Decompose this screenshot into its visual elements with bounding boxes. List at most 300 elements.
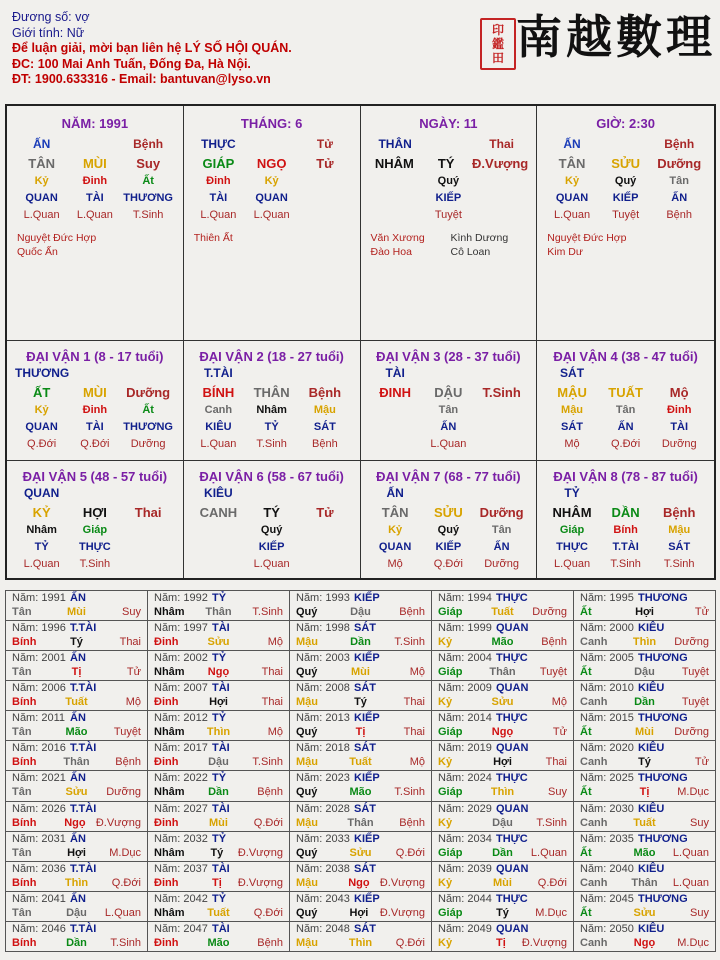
hidden-god: ẤN <box>440 420 457 433</box>
year-cell <box>432 921 574 951</box>
year-detail <box>580 665 709 679</box>
hidden-stem-row <box>7 172 183 189</box>
year-label: Năm: 2047 <box>154 922 208 935</box>
year-branch: Tị <box>495 936 506 949</box>
year-cell <box>290 591 432 621</box>
can-chi: Dưỡng <box>479 505 524 520</box>
dai-van-title: ĐẠI VẬN 6 (58 - 67 tuổi) <box>199 469 344 484</box>
year-cell <box>6 621 148 651</box>
year-stem: Canh <box>580 936 608 949</box>
hidden-god: QUAN <box>25 420 58 433</box>
top-god: ẤN <box>32 136 51 151</box>
year-branch: Thân <box>631 876 658 889</box>
year-branch: Dần <box>66 936 87 949</box>
hidden-god: KIẾP <box>435 191 462 204</box>
can-chi: CANH <box>199 505 238 520</box>
year-cell <box>148 711 290 741</box>
year-head <box>296 922 425 936</box>
year-detail <box>12 906 141 920</box>
year-detail <box>296 816 425 830</box>
year-stage: Tuyệt <box>681 696 709 709</box>
year-stem: Đinh <box>154 816 179 829</box>
year-label: Năm: 1993 <box>296 592 350 604</box>
year-head <box>438 681 567 695</box>
year-label: Năm: 2008 <box>296 682 350 695</box>
year-cell <box>290 831 432 861</box>
year-detail <box>154 846 283 860</box>
life-stage: Tuyệt <box>434 208 462 221</box>
hidden-stem: Mậu <box>561 403 584 416</box>
year-label: Năm: 2045 <box>580 892 634 905</box>
year-stage: Suy <box>690 906 709 919</box>
year-cell <box>432 891 574 921</box>
dai-van-cell <box>361 461 538 578</box>
year-branch: Dần <box>634 696 655 709</box>
year-head <box>580 922 709 936</box>
year-cell <box>290 681 432 711</box>
year-god: QUAN <box>496 922 529 935</box>
year-stem: Giáp <box>438 906 463 919</box>
year-branch: Ngọ <box>207 666 230 679</box>
annual-row <box>6 591 716 621</box>
year-god: TỶ <box>212 892 227 905</box>
year-god: ẤN <box>70 892 86 905</box>
annual-row <box>6 831 716 861</box>
hidden-stem: Đinh <box>206 174 231 187</box>
year-stage: T.Sinh <box>394 786 425 799</box>
life-stage: Q.Đới <box>611 437 641 450</box>
year-cell <box>432 681 574 711</box>
life-stage: T.Sinh <box>256 437 287 450</box>
year-head <box>580 892 709 906</box>
top-god-row <box>361 484 537 501</box>
year-label: Năm: 2002 <box>154 652 208 665</box>
top-god: THÂN <box>378 136 412 151</box>
year-god: SÁT <box>354 862 376 875</box>
year-label: Năm: 2049 <box>438 922 492 935</box>
year-stage: Bệnh <box>115 756 141 769</box>
year-stem: Bính <box>12 756 37 769</box>
year-head <box>12 591 141 605</box>
hidden-god-row <box>7 418 183 435</box>
year-stem: Mậu <box>296 936 318 949</box>
year-stage: Đ.Vượng <box>379 906 425 919</box>
hidden-stem: Quý <box>437 174 460 187</box>
year-head <box>580 771 709 785</box>
hidden-god-row <box>7 538 183 555</box>
year-stage: T.Sinh <box>252 756 283 769</box>
year-detail <box>12 785 141 799</box>
year-stage: Q.Đới <box>111 876 141 889</box>
year-head <box>296 802 425 816</box>
hidden-god: QUAN <box>255 191 288 204</box>
year-stem: Quý <box>296 726 318 739</box>
can-chi-row <box>184 504 360 521</box>
hidden-god: ẤN <box>617 420 634 433</box>
year-god: KIẾP <box>354 652 380 665</box>
hidden-god: THƯƠNG <box>123 420 173 433</box>
year-god: KIẾP <box>354 832 380 845</box>
hidden-stem: Tân <box>491 523 512 536</box>
year-label: Năm: 2046 <box>12 922 66 935</box>
year-stage: Thai <box>261 696 283 709</box>
year-head <box>12 741 141 755</box>
year-stem: Giáp <box>438 786 463 799</box>
year-stem: Giáp <box>438 726 463 739</box>
year-detail <box>154 635 283 649</box>
hidden-stem-row <box>361 172 537 189</box>
can-chi-row <box>361 384 537 401</box>
year-label: Năm: 2041 <box>12 892 66 905</box>
year-stem: Quý <box>296 606 318 618</box>
hidden-stem-row <box>537 172 714 189</box>
year-branch: Ngọ <box>633 936 656 949</box>
year-label: Năm: 2003 <box>296 652 350 665</box>
year-branch: Dậu <box>66 906 87 919</box>
can-chi: THÂN <box>253 385 290 400</box>
year-god: THỰC <box>496 592 528 604</box>
hidden-god-row <box>537 189 714 206</box>
year-stage: L.Quan <box>672 846 709 859</box>
top-god-row <box>361 364 537 381</box>
year-head <box>438 711 567 725</box>
year-stem: Kỷ <box>438 876 453 889</box>
annual-row <box>6 651 716 681</box>
hidden-god-row <box>361 418 537 435</box>
year-branch: Tý <box>210 846 224 859</box>
life-stage: Mộ <box>564 437 580 450</box>
year-detail <box>580 846 709 860</box>
life-stage: Dưỡng <box>484 557 519 570</box>
year-stem: Ất <box>580 726 592 739</box>
year-cell <box>290 711 432 741</box>
year-head <box>154 771 283 785</box>
hidden-god: QUAN <box>25 191 58 204</box>
year-label: Năm: 2022 <box>154 772 208 785</box>
year-head <box>580 621 709 635</box>
year-stage: Q.Đới <box>253 816 283 829</box>
year-detail <box>296 665 425 679</box>
year-god: QUAN <box>496 862 529 875</box>
hidden-stem: Ất <box>142 403 154 416</box>
annual-table <box>5 590 716 952</box>
year-stem: Quý <box>296 906 318 919</box>
year-god: SÁT <box>354 682 376 695</box>
star-note-row <box>371 245 537 259</box>
year-head <box>580 832 709 846</box>
year-head <box>296 621 425 635</box>
year-branch: Tị <box>355 726 366 739</box>
year-cell <box>290 891 432 921</box>
year-god: QUAN <box>496 622 529 635</box>
year-branch: Sửu <box>207 636 230 649</box>
life-stage-row <box>7 206 183 223</box>
top-god-row <box>7 484 183 501</box>
year-stage: Mộ <box>409 756 425 769</box>
year-stage: Thai <box>119 636 141 649</box>
year-branch: Ngọ <box>491 726 514 739</box>
year-head <box>296 651 425 665</box>
life-stage: Q.Đới <box>80 437 110 450</box>
year-detail <box>438 665 567 679</box>
year-detail <box>296 605 425 619</box>
top-god-row <box>537 364 714 381</box>
year-label: Năm: 2005 <box>580 652 634 665</box>
year-stem: Canh <box>580 756 608 769</box>
can-chi: GIÁP <box>202 156 235 171</box>
year-detail <box>12 816 141 830</box>
year-cell <box>290 771 432 801</box>
year-detail <box>580 725 709 739</box>
year-stage: T.Sinh <box>252 606 283 618</box>
year-branch: Dậu <box>208 756 229 769</box>
year-label: Năm: 2000 <box>580 622 634 635</box>
year-stage: Tử <box>694 606 709 618</box>
top-god: ẤN <box>386 485 404 500</box>
year-god: TỶ <box>212 832 227 845</box>
hidden-stem: Nhâm <box>256 403 287 416</box>
year-detail <box>296 936 425 950</box>
year-stem: Tân <box>12 726 32 739</box>
pillar-cell <box>537 106 714 341</box>
hidden-god-row <box>361 189 537 206</box>
year-god: KIẾP <box>354 892 380 905</box>
year-cell <box>574 861 716 891</box>
year-label: Năm: 2026 <box>12 802 66 815</box>
year-stage: Đ.Vượng <box>521 936 567 949</box>
year-detail <box>12 605 141 619</box>
year-branch: Thìn <box>490 786 515 799</box>
year-detail <box>154 876 283 890</box>
top-god-row <box>537 484 714 501</box>
year-cell <box>432 741 574 771</box>
year-stage: Bệnh <box>257 786 283 799</box>
year-stage: Q.Đới <box>253 906 283 919</box>
year-stem: Ất <box>580 606 592 618</box>
year-branch: Thân <box>489 666 516 679</box>
year-god: TÀI <box>212 862 230 875</box>
year-stem: Bính <box>12 816 37 829</box>
year-stage: L.Quan <box>530 846 567 859</box>
star-notes <box>7 231 183 259</box>
year-branch: Tý <box>354 696 367 709</box>
year-stem: Giáp <box>438 606 463 618</box>
annual-row <box>6 771 716 801</box>
hidden-stem: Mậu <box>313 403 336 416</box>
year-label: Năm: 2014 <box>438 712 492 725</box>
life-stage: L.Quan <box>430 437 467 450</box>
life-stage: T.Sinh <box>79 557 111 570</box>
star-note: Thiên Ất <box>193 232 233 244</box>
red-seal-icon: 印 鑑 田 <box>480 18 516 70</box>
year-detail <box>12 755 141 769</box>
year-label: Năm: 2031 <box>12 832 66 845</box>
year-cell <box>6 801 148 831</box>
top-god-row <box>184 484 360 501</box>
hidden-stem-row <box>361 521 537 538</box>
can-chi-row <box>7 155 183 172</box>
top-god: Bệnh <box>133 136 164 151</box>
year-god: THƯƠNG <box>638 652 688 665</box>
year-label: Năm: 2023 <box>296 772 350 785</box>
star-notes <box>184 231 360 245</box>
year-detail <box>154 695 283 709</box>
year-cell <box>6 861 148 891</box>
year-label: Năm: 2043 <box>296 892 350 905</box>
year-stage: M.Dục <box>535 906 567 919</box>
year-label: Năm: 2032 <box>154 832 208 845</box>
year-stem: Bính <box>12 636 37 649</box>
year-stage: Q.Đới <box>395 936 425 949</box>
dai-van-cell <box>7 461 184 578</box>
year-head <box>154 802 283 816</box>
year-stem: Nhâm <box>154 726 185 739</box>
year-god: ẤN <box>70 772 86 785</box>
year-head <box>154 651 283 665</box>
year-cell <box>432 861 574 891</box>
can-chi: DẬU <box>434 385 463 400</box>
year-stem: Tân <box>12 906 32 919</box>
year-head <box>438 741 567 755</box>
year-detail <box>438 755 567 769</box>
year-cell <box>290 741 432 771</box>
year-branch: Thìn <box>64 876 89 889</box>
year-stem: Nhâm <box>154 906 185 919</box>
year-god: SÁT <box>354 922 376 935</box>
year-god: KIÊU <box>638 922 665 935</box>
year-god: THỰC <box>496 712 528 725</box>
year-god: T.TÀI <box>70 802 97 815</box>
top-god: TÀI <box>385 365 405 380</box>
year-cell <box>148 621 290 651</box>
year-head <box>296 832 425 846</box>
year-stage: Tuyệt <box>681 666 709 679</box>
can-chi: Tử <box>316 505 334 520</box>
year-god: T.TÀI <box>70 922 97 935</box>
can-chi-row <box>361 155 537 172</box>
top-god-row <box>7 364 183 381</box>
pillar-cell <box>361 106 538 341</box>
hidden-stem: Quý <box>437 523 460 536</box>
top-god: T.TÀI <box>204 365 233 380</box>
year-branch: Thìn <box>348 936 373 949</box>
year-stem: Tân <box>12 666 32 679</box>
year-stage: T.Sinh <box>110 936 141 949</box>
life-stage: L.Quan <box>23 557 60 570</box>
hidden-stem: Đinh <box>666 403 692 416</box>
hidden-god: SÁT <box>668 540 691 553</box>
hidden-stem: Tân <box>615 403 636 416</box>
dai-van-title: ĐẠI VẬN 7 (68 - 77 tuổi) <box>376 469 521 484</box>
year-head <box>154 711 283 725</box>
year-label: Năm: 2020 <box>580 742 634 755</box>
year-cell <box>6 651 148 681</box>
year-god: KIÊU <box>638 622 665 635</box>
year-god: KIÊU <box>638 862 665 875</box>
hidden-stem: Bính <box>613 523 638 536</box>
year-god: TÀI <box>212 622 230 635</box>
can-chi: Tử <box>316 156 334 171</box>
year-god: ẤN <box>70 712 86 725</box>
year-detail <box>154 816 283 830</box>
top-god-row <box>184 364 360 381</box>
year-stem: Đinh <box>154 936 179 949</box>
hidden-god: TỶ <box>264 420 279 433</box>
year-detail <box>154 785 283 799</box>
annual-row <box>6 741 716 771</box>
year-god: TỶ <box>212 772 227 785</box>
year-detail <box>12 695 141 709</box>
can-chi-row <box>7 384 183 401</box>
year-label: Năm: 2036 <box>12 862 66 875</box>
year-detail <box>12 876 141 890</box>
year-stage: Dưỡng <box>106 786 141 799</box>
year-stem: Kỷ <box>438 696 453 709</box>
year-god: ẤN <box>70 592 86 604</box>
year-label: Năm: 2039 <box>438 862 492 875</box>
year-label: Năm: 2034 <box>438 832 492 845</box>
star-note: Kình Dương <box>450 232 509 244</box>
logo: 南越數理 <box>516 10 716 64</box>
hidden-stem: Kỷ <box>34 403 49 416</box>
year-detail <box>154 725 283 739</box>
year-stage: Suy <box>690 816 709 829</box>
can-chi: SỬU <box>433 505 463 520</box>
year-god: THỰC <box>496 832 528 845</box>
year-detail <box>296 785 425 799</box>
life-stage: L.Quan <box>553 557 591 570</box>
annual-row <box>6 681 716 711</box>
year-cell <box>290 651 432 681</box>
hidden-god: SÁT <box>313 420 336 433</box>
year-branch: Tuất <box>633 816 656 829</box>
year-cell <box>6 831 148 861</box>
life-stage-row <box>537 555 714 572</box>
year-branch: Mão <box>349 786 372 799</box>
year-cell <box>148 651 290 681</box>
year-head <box>12 892 141 906</box>
year-branch: Thân <box>63 756 90 769</box>
can-chi-row <box>7 504 183 521</box>
year-label: Năm: 2011 <box>12 712 65 725</box>
year-god: KIÊU <box>638 742 665 755</box>
hidden-god: KIÊU <box>205 420 232 433</box>
hidden-god: ẤN <box>671 191 688 204</box>
year-stage: Dưỡng <box>674 636 709 649</box>
year-branch: Dần <box>208 786 229 799</box>
year-detail <box>438 936 567 950</box>
hidden-stem-row <box>7 521 183 538</box>
annual-row <box>6 891 716 921</box>
dai-van-title: ĐẠI VẬN 3 (28 - 37 tuổi) <box>376 349 521 364</box>
year-god: ẤN <box>70 832 86 845</box>
year-branch: Tị <box>71 666 82 679</box>
year-cell <box>6 891 148 921</box>
year-head <box>296 711 425 725</box>
life-stage: L.Quan <box>200 208 237 221</box>
year-head <box>296 681 425 695</box>
year-head <box>154 681 283 695</box>
hidden-stem-row <box>537 521 714 538</box>
year-stage: Thai <box>403 696 425 709</box>
year-stage: Tử <box>126 666 141 679</box>
can-chi: NGỌ <box>256 156 287 171</box>
hidden-god: KIẾP <box>612 191 639 204</box>
life-stage: L.Quan <box>200 437 237 450</box>
year-branch: Mão <box>491 636 514 649</box>
can-chi: TUẤT <box>608 385 643 400</box>
can-chi: Suy <box>136 156 161 171</box>
